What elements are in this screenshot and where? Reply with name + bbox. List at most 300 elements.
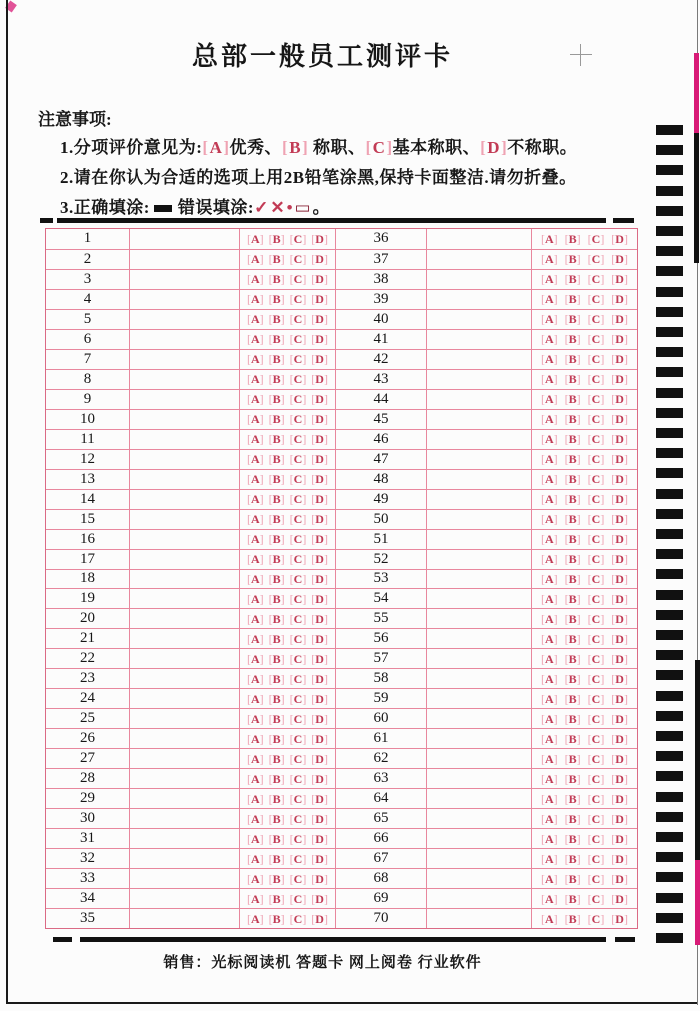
- write-in-cell[interactable]: [129, 370, 239, 389]
- option-bubble-D[interactable]: [D]: [611, 771, 628, 786]
- option-bubble-C[interactable]: [C]: [587, 731, 605, 746]
- option-bubble-D[interactable]: [D]: [311, 352, 328, 367]
- option-bubble-A[interactable]: [A]: [246, 231, 264, 246]
- option-bubble-B[interactable]: [B]: [564, 532, 581, 547]
- write-in-cell[interactable]: [426, 310, 531, 329]
- option-bubble-D[interactable]: [D]: [611, 312, 628, 327]
- option-bubble-B[interactable]: [B]: [564, 691, 581, 706]
- option-bubble-C[interactable]: [C]: [587, 231, 605, 246]
- option-bubble-C[interactable]: [C]: [289, 412, 307, 427]
- option-bubble-B[interactable]: [B]: [268, 851, 285, 866]
- option-bubble-D[interactable]: [D]: [311, 312, 328, 327]
- option-bubble-D[interactable]: [D]: [311, 552, 328, 567]
- option-bubble-D[interactable]: [D]: [311, 611, 328, 626]
- option-bubble-A[interactable]: [A]: [540, 791, 558, 806]
- option-bubble-A[interactable]: [A]: [246, 392, 264, 407]
- option-bubble-A[interactable]: [A]: [246, 532, 264, 547]
- option-bubble-B[interactable]: [B]: [268, 571, 285, 586]
- option-bubble-D[interactable]: [D]: [611, 611, 628, 626]
- option-bubble-B[interactable]: [B]: [268, 771, 285, 786]
- option-bubble-B[interactable]: [B]: [564, 292, 581, 307]
- option-bubble-D[interactable]: [D]: [611, 372, 628, 387]
- write-in-cell[interactable]: [129, 510, 239, 529]
- option-bubble-A[interactable]: [A]: [246, 611, 264, 626]
- option-bubble-C[interactable]: [C]: [587, 651, 605, 666]
- write-in-cell[interactable]: [426, 250, 531, 269]
- option-bubble-B[interactable]: [B]: [268, 412, 285, 427]
- option-bubble-C[interactable]: [C]: [587, 751, 605, 766]
- write-in-cell[interactable]: [426, 709, 531, 728]
- option-bubble-C[interactable]: [C]: [289, 292, 307, 307]
- option-bubble-D[interactable]: [D]: [611, 272, 628, 287]
- option-bubble-C[interactable]: [C]: [289, 312, 307, 327]
- option-bubble-A[interactable]: [A]: [246, 771, 264, 786]
- option-bubble-B[interactable]: [B]: [268, 552, 285, 567]
- write-in-cell[interactable]: [426, 410, 531, 429]
- write-in-cell[interactable]: [426, 829, 531, 848]
- write-in-cell[interactable]: [129, 330, 239, 349]
- write-in-cell[interactable]: [129, 570, 239, 589]
- write-in-cell[interactable]: [129, 390, 239, 409]
- option-bubble-A[interactable]: [A]: [246, 731, 264, 746]
- option-bubble-D[interactable]: [D]: [311, 831, 328, 846]
- option-bubble-B[interactable]: [B]: [268, 631, 285, 646]
- option-bubble-B[interactable]: [B]: [268, 231, 285, 246]
- option-bubble-A[interactable]: [A]: [246, 751, 264, 766]
- option-bubble-C[interactable]: [C]: [587, 811, 605, 826]
- option-bubble-D[interactable]: [D]: [611, 252, 628, 267]
- option-bubble-C[interactable]: [C]: [587, 552, 605, 567]
- write-in-cell[interactable]: [129, 290, 239, 309]
- option-bubble-A[interactable]: [A]: [540, 831, 558, 846]
- option-bubble-D[interactable]: [D]: [311, 412, 328, 427]
- write-in-cell[interactable]: [129, 310, 239, 329]
- option-bubble-C[interactable]: [C]: [289, 851, 307, 866]
- option-bubble-D[interactable]: [D]: [311, 252, 328, 267]
- write-in-cell[interactable]: [426, 550, 531, 569]
- option-bubble-C[interactable]: [C]: [587, 591, 605, 606]
- option-bubble-D[interactable]: [D]: [611, 412, 628, 427]
- option-bubble-A[interactable]: [A]: [246, 372, 264, 387]
- option-bubble-C[interactable]: [C]: [587, 771, 605, 786]
- option-bubble-D[interactable]: [D]: [611, 651, 628, 666]
- option-bubble-A[interactable]: [A]: [246, 671, 264, 686]
- option-bubble-C[interactable]: [C]: [289, 791, 307, 806]
- option-bubble-A[interactable]: [A]: [540, 352, 558, 367]
- option-bubble-C[interactable]: [C]: [587, 871, 605, 886]
- option-bubble-C[interactable]: [C]: [587, 851, 605, 866]
- option-bubble-B[interactable]: [B]: [564, 432, 581, 447]
- option-bubble-C[interactable]: [C]: [289, 432, 307, 447]
- write-in-cell[interactable]: [129, 849, 239, 868]
- option-bubble-C[interactable]: [C]: [289, 512, 307, 527]
- option-bubble-C[interactable]: [C]: [289, 731, 307, 746]
- option-bubble-C[interactable]: [C]: [289, 571, 307, 586]
- option-bubble-B[interactable]: [B]: [268, 611, 285, 626]
- option-bubble-B[interactable]: [B]: [564, 332, 581, 347]
- option-bubble-B[interactable]: [B]: [564, 571, 581, 586]
- option-bubble-C[interactable]: [C]: [587, 532, 605, 547]
- write-in-cell[interactable]: [129, 270, 239, 289]
- option-bubble-B[interactable]: [B]: [564, 731, 581, 746]
- option-bubble-D[interactable]: [D]: [611, 831, 628, 846]
- option-bubble-B[interactable]: [B]: [564, 851, 581, 866]
- option-bubble-A[interactable]: [A]: [540, 871, 558, 886]
- option-bubble-A[interactable]: [A]: [540, 392, 558, 407]
- option-bubble-C[interactable]: [C]: [587, 432, 605, 447]
- write-in-cell[interactable]: [129, 550, 239, 569]
- option-bubble-B[interactable]: [B]: [268, 432, 285, 447]
- option-bubble-C[interactable]: [C]: [289, 911, 307, 926]
- write-in-cell[interactable]: [129, 729, 239, 748]
- option-bubble-C[interactable]: [C]: [587, 272, 605, 287]
- option-bubble-D[interactable]: [D]: [311, 292, 328, 307]
- write-in-cell[interactable]: [129, 789, 239, 808]
- option-bubble-B[interactable]: [B]: [268, 512, 285, 527]
- option-bubble-D[interactable]: [D]: [311, 691, 328, 706]
- write-in-cell[interactable]: [129, 609, 239, 628]
- option-bubble-D[interactable]: [D]: [611, 472, 628, 487]
- write-in-cell[interactable]: [426, 490, 531, 509]
- option-bubble-B[interactable]: [B]: [564, 591, 581, 606]
- option-bubble-B[interactable]: [B]: [268, 292, 285, 307]
- option-bubble-B[interactable]: [B]: [564, 372, 581, 387]
- option-bubble-B[interactable]: [B]: [268, 591, 285, 606]
- option-bubble-C[interactable]: [C]: [587, 791, 605, 806]
- option-bubble-A[interactable]: [A]: [540, 771, 558, 786]
- option-bubble-B[interactable]: [B]: [564, 771, 581, 786]
- option-bubble-B[interactable]: [B]: [564, 312, 581, 327]
- option-bubble-A[interactable]: [A]: [540, 631, 558, 646]
- option-bubble-A[interactable]: [A]: [246, 252, 264, 267]
- option-bubble-D[interactable]: [D]: [611, 591, 628, 606]
- option-bubble-A[interactable]: [A]: [246, 911, 264, 926]
- option-bubble-B[interactable]: [B]: [564, 512, 581, 527]
- write-in-cell[interactable]: [426, 849, 531, 868]
- option-bubble-D[interactable]: [D]: [611, 532, 628, 547]
- option-bubble-C[interactable]: [C]: [289, 831, 307, 846]
- option-bubble-B[interactable]: [B]: [268, 532, 285, 547]
- option-bubble-C[interactable]: [C]: [289, 452, 307, 467]
- option-bubble-D[interactable]: [D]: [611, 871, 628, 886]
- option-bubble-C[interactable]: [C]: [587, 691, 605, 706]
- option-bubble-B[interactable]: [B]: [564, 552, 581, 567]
- write-in-cell[interactable]: [426, 430, 531, 449]
- option-bubble-C[interactable]: [C]: [587, 711, 605, 726]
- option-bubble-C[interactable]: [C]: [587, 671, 605, 686]
- option-bubble-C[interactable]: [C]: [587, 392, 605, 407]
- option-bubble-A[interactable]: [A]: [246, 512, 264, 527]
- option-bubble-A[interactable]: [A]: [246, 292, 264, 307]
- option-bubble-C[interactable]: [C]: [587, 492, 605, 507]
- option-bubble-A[interactable]: [A]: [246, 791, 264, 806]
- write-in-cell[interactable]: [426, 589, 531, 608]
- option-bubble-B[interactable]: [B]: [268, 731, 285, 746]
- option-bubble-A[interactable]: [A]: [246, 871, 264, 886]
- option-bubble-D[interactable]: [D]: [611, 231, 628, 246]
- option-bubble-B[interactable]: [B]: [268, 352, 285, 367]
- option-bubble-A[interactable]: [A]: [246, 811, 264, 826]
- option-bubble-A[interactable]: [A]: [246, 711, 264, 726]
- option-bubble-C[interactable]: [C]: [587, 512, 605, 527]
- option-bubble-A[interactable]: [A]: [540, 432, 558, 447]
- option-bubble-B[interactable]: [B]: [268, 911, 285, 926]
- option-bubble-A[interactable]: [A]: [540, 412, 558, 427]
- write-in-cell[interactable]: [426, 809, 531, 828]
- option-bubble-D[interactable]: [D]: [611, 292, 628, 307]
- option-bubble-A[interactable]: [A]: [540, 671, 558, 686]
- write-in-cell[interactable]: [129, 669, 239, 688]
- option-bubble-D[interactable]: [D]: [311, 392, 328, 407]
- option-bubble-A[interactable]: [A]: [246, 272, 264, 287]
- write-in-cell[interactable]: [426, 390, 531, 409]
- option-bubble-A[interactable]: [A]: [540, 231, 558, 246]
- option-bubble-C[interactable]: [C]: [289, 231, 307, 246]
- write-in-cell[interactable]: [426, 450, 531, 469]
- option-bubble-C[interactable]: [C]: [289, 591, 307, 606]
- option-bubble-C[interactable]: [C]: [289, 651, 307, 666]
- option-bubble-D[interactable]: [D]: [611, 512, 628, 527]
- option-bubble-B[interactable]: [B]: [268, 452, 285, 467]
- write-in-cell[interactable]: [129, 909, 239, 928]
- write-in-cell[interactable]: [129, 809, 239, 828]
- option-bubble-A[interactable]: [A]: [246, 352, 264, 367]
- write-in-cell[interactable]: [129, 749, 239, 768]
- option-bubble-C[interactable]: [C]: [587, 472, 605, 487]
- write-in-cell[interactable]: [129, 229, 239, 249]
- option-bubble-C[interactable]: [C]: [587, 312, 605, 327]
- option-bubble-C[interactable]: [C]: [587, 412, 605, 427]
- option-bubble-D[interactable]: [D]: [311, 891, 328, 906]
- write-in-cell[interactable]: [426, 889, 531, 908]
- option-bubble-A[interactable]: [A]: [540, 571, 558, 586]
- write-in-cell[interactable]: [426, 330, 531, 349]
- option-bubble-D[interactable]: [D]: [311, 851, 328, 866]
- option-bubble-B[interactable]: [B]: [564, 231, 581, 246]
- option-bubble-D[interactable]: [D]: [611, 492, 628, 507]
- option-bubble-C[interactable]: [C]: [289, 372, 307, 387]
- write-in-cell[interactable]: [129, 530, 239, 549]
- write-in-cell[interactable]: [426, 789, 531, 808]
- write-in-cell[interactable]: [426, 290, 531, 309]
- option-bubble-B[interactable]: [B]: [268, 392, 285, 407]
- option-bubble-D[interactable]: [D]: [311, 231, 328, 246]
- option-bubble-D[interactable]: [D]: [611, 811, 628, 826]
- write-in-cell[interactable]: [129, 829, 239, 848]
- option-bubble-A[interactable]: [A]: [246, 312, 264, 327]
- option-bubble-C[interactable]: [C]: [289, 751, 307, 766]
- option-bubble-C[interactable]: [C]: [289, 552, 307, 567]
- option-bubble-B[interactable]: [B]: [268, 691, 285, 706]
- write-in-cell[interactable]: [426, 470, 531, 489]
- option-bubble-B[interactable]: [B]: [564, 631, 581, 646]
- option-bubble-D[interactable]: [D]: [311, 512, 328, 527]
- option-bubble-D[interactable]: [D]: [611, 791, 628, 806]
- option-bubble-A[interactable]: [A]: [246, 552, 264, 567]
- option-bubble-B[interactable]: [B]: [268, 671, 285, 686]
- option-bubble-D[interactable]: [D]: [311, 532, 328, 547]
- option-bubble-A[interactable]: [A]: [540, 711, 558, 726]
- option-bubble-B[interactable]: [B]: [564, 252, 581, 267]
- write-in-cell[interactable]: [426, 669, 531, 688]
- option-bubble-D[interactable]: [D]: [311, 571, 328, 586]
- write-in-cell[interactable]: [426, 229, 531, 249]
- write-in-cell[interactable]: [426, 909, 531, 928]
- option-bubble-C[interactable]: [C]: [289, 352, 307, 367]
- option-bubble-D[interactable]: [D]: [611, 552, 628, 567]
- write-in-cell[interactable]: [129, 410, 239, 429]
- option-bubble-A[interactable]: [A]: [540, 891, 558, 906]
- option-bubble-D[interactable]: [D]: [611, 571, 628, 586]
- write-in-cell[interactable]: [129, 709, 239, 728]
- option-bubble-C[interactable]: [C]: [587, 911, 605, 926]
- option-bubble-B[interactable]: [B]: [564, 472, 581, 487]
- option-bubble-A[interactable]: [A]: [540, 651, 558, 666]
- option-bubble-D[interactable]: [D]: [611, 711, 628, 726]
- option-bubble-D[interactable]: [D]: [611, 751, 628, 766]
- option-bubble-C[interactable]: [C]: [289, 711, 307, 726]
- option-bubble-D[interactable]: [D]: [311, 492, 328, 507]
- write-in-cell[interactable]: [426, 749, 531, 768]
- write-in-cell[interactable]: [426, 769, 531, 788]
- option-bubble-C[interactable]: [C]: [587, 631, 605, 646]
- write-in-cell[interactable]: [129, 430, 239, 449]
- option-bubble-D[interactable]: [D]: [311, 452, 328, 467]
- option-bubble-A[interactable]: [A]: [540, 911, 558, 926]
- option-bubble-C[interactable]: [C]: [587, 352, 605, 367]
- option-bubble-A[interactable]: [A]: [540, 492, 558, 507]
- option-bubble-B[interactable]: [B]: [268, 831, 285, 846]
- write-in-cell[interactable]: [426, 530, 531, 549]
- option-bubble-A[interactable]: [A]: [246, 571, 264, 586]
- option-bubble-B[interactable]: [B]: [268, 472, 285, 487]
- write-in-cell[interactable]: [129, 490, 239, 509]
- option-bubble-D[interactable]: [D]: [311, 591, 328, 606]
- option-bubble-B[interactable]: [B]: [268, 651, 285, 666]
- option-bubble-D[interactable]: [D]: [311, 651, 328, 666]
- write-in-cell[interactable]: [129, 350, 239, 369]
- option-bubble-D[interactable]: [D]: [611, 332, 628, 347]
- option-bubble-D[interactable]: [D]: [311, 811, 328, 826]
- option-bubble-B[interactable]: [B]: [564, 751, 581, 766]
- option-bubble-D[interactable]: [D]: [311, 871, 328, 886]
- option-bubble-A[interactable]: [A]: [246, 452, 264, 467]
- option-bubble-A[interactable]: [A]: [540, 691, 558, 706]
- option-bubble-B[interactable]: [B]: [564, 492, 581, 507]
- option-bubble-A[interactable]: [A]: [246, 851, 264, 866]
- write-in-cell[interactable]: [426, 270, 531, 289]
- option-bubble-D[interactable]: [D]: [611, 631, 628, 646]
- option-bubble-C[interactable]: [C]: [587, 292, 605, 307]
- option-bubble-A[interactable]: [A]: [540, 532, 558, 547]
- option-bubble-A[interactable]: [A]: [540, 851, 558, 866]
- option-bubble-A[interactable]: [A]: [540, 272, 558, 287]
- option-bubble-B[interactable]: [B]: [564, 611, 581, 626]
- option-bubble-A[interactable]: [A]: [540, 252, 558, 267]
- option-bubble-C[interactable]: [C]: [289, 671, 307, 686]
- option-bubble-A[interactable]: [A]: [540, 731, 558, 746]
- option-bubble-A[interactable]: [A]: [540, 751, 558, 766]
- write-in-cell[interactable]: [129, 869, 239, 888]
- write-in-cell[interactable]: [426, 570, 531, 589]
- option-bubble-A[interactable]: [A]: [246, 472, 264, 487]
- option-bubble-A[interactable]: [A]: [540, 312, 558, 327]
- option-bubble-C[interactable]: [C]: [289, 472, 307, 487]
- option-bubble-B[interactable]: [B]: [564, 911, 581, 926]
- option-bubble-B[interactable]: [B]: [564, 272, 581, 287]
- option-bubble-D[interactable]: [D]: [611, 891, 628, 906]
- option-bubble-A[interactable]: [A]: [246, 332, 264, 347]
- write-in-cell[interactable]: [426, 689, 531, 708]
- option-bubble-D[interactable]: [D]: [611, 432, 628, 447]
- option-bubble-D[interactable]: [D]: [311, 911, 328, 926]
- option-bubble-A[interactable]: [A]: [540, 611, 558, 626]
- option-bubble-B[interactable]: [B]: [564, 452, 581, 467]
- option-bubble-A[interactable]: [A]: [540, 552, 558, 567]
- option-bubble-C[interactable]: [C]: [289, 392, 307, 407]
- option-bubble-C[interactable]: [C]: [289, 252, 307, 267]
- option-bubble-B[interactable]: [B]: [564, 711, 581, 726]
- option-bubble-C[interactable]: [C]: [289, 871, 307, 886]
- option-bubble-C[interactable]: [C]: [289, 691, 307, 706]
- write-in-cell[interactable]: [129, 769, 239, 788]
- option-bubble-B[interactable]: [B]: [268, 871, 285, 886]
- option-bubble-A[interactable]: [A]: [246, 492, 264, 507]
- option-bubble-D[interactable]: [D]: [611, 452, 628, 467]
- option-bubble-C[interactable]: [C]: [587, 252, 605, 267]
- option-bubble-D[interactable]: [D]: [611, 691, 628, 706]
- option-bubble-C[interactable]: [C]: [587, 452, 605, 467]
- option-bubble-D[interactable]: [D]: [311, 272, 328, 287]
- option-bubble-B[interactable]: [B]: [268, 312, 285, 327]
- option-bubble-B[interactable]: [B]: [268, 272, 285, 287]
- write-in-cell[interactable]: [129, 589, 239, 608]
- option-bubble-B[interactable]: [B]: [564, 811, 581, 826]
- option-bubble-B[interactable]: [B]: [564, 871, 581, 886]
- option-bubble-D[interactable]: [D]: [611, 671, 628, 686]
- write-in-cell[interactable]: [129, 470, 239, 489]
- option-bubble-B[interactable]: [B]: [564, 791, 581, 806]
- option-bubble-D[interactable]: [D]: [311, 751, 328, 766]
- option-bubble-A[interactable]: [A]: [540, 472, 558, 487]
- write-in-cell[interactable]: [426, 609, 531, 628]
- option-bubble-B[interactable]: [B]: [564, 831, 581, 846]
- option-bubble-A[interactable]: [A]: [246, 591, 264, 606]
- option-bubble-B[interactable]: [B]: [268, 252, 285, 267]
- option-bubble-B[interactable]: [B]: [564, 651, 581, 666]
- write-in-cell[interactable]: [426, 510, 531, 529]
- option-bubble-C[interactable]: [C]: [587, 891, 605, 906]
- option-bubble-A[interactable]: [A]: [540, 452, 558, 467]
- option-bubble-A[interactable]: [A]: [246, 651, 264, 666]
- option-bubble-B[interactable]: [B]: [268, 332, 285, 347]
- write-in-cell[interactable]: [426, 729, 531, 748]
- write-in-cell[interactable]: [129, 450, 239, 469]
- option-bubble-D[interactable]: [D]: [311, 771, 328, 786]
- option-bubble-D[interactable]: [D]: [311, 372, 328, 387]
- option-bubble-B[interactable]: [B]: [268, 372, 285, 387]
- option-bubble-C[interactable]: [C]: [289, 532, 307, 547]
- option-bubble-B[interactable]: [B]: [268, 492, 285, 507]
- option-bubble-B[interactable]: [B]: [564, 352, 581, 367]
- option-bubble-B[interactable]: [B]: [268, 791, 285, 806]
- option-bubble-A[interactable]: [A]: [246, 432, 264, 447]
- option-bubble-A[interactable]: [A]: [540, 372, 558, 387]
- option-bubble-B[interactable]: [B]: [268, 751, 285, 766]
- option-bubble-D[interactable]: [D]: [311, 332, 328, 347]
- option-bubble-B[interactable]: [B]: [268, 811, 285, 826]
- option-bubble-B[interactable]: [B]: [268, 891, 285, 906]
